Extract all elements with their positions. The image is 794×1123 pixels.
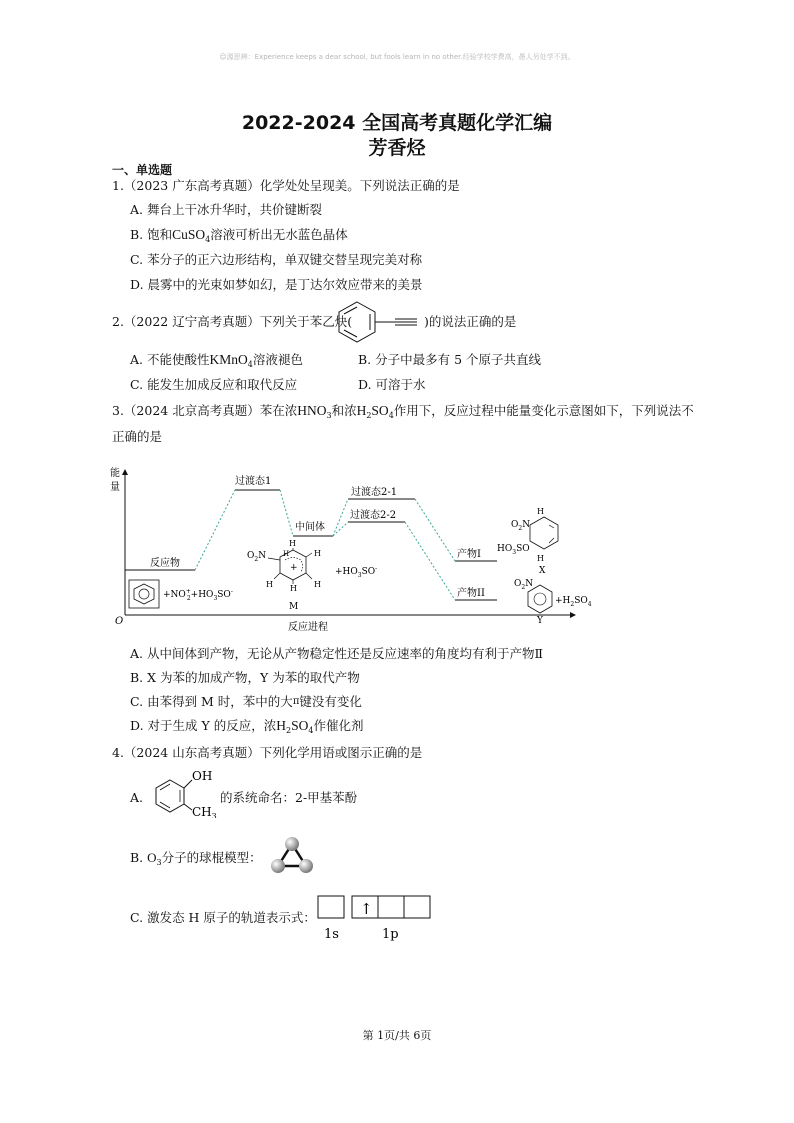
svg-text:CH3: $CH_3$ bbox=[192, 805, 217, 818]
svg-text:+H2SO4: $+H_2SO_4$ bbox=[555, 596, 592, 608]
q4-option-a-label: A. bbox=[130, 790, 144, 805]
q1-option-c: C. 苯分子的正六边形结构，单双键交替呈现完美对称 bbox=[130, 252, 423, 267]
svg-text:OH: OH bbox=[192, 769, 213, 783]
y-axis-label-1: 能 bbox=[110, 468, 120, 479]
svg-text:1s: 1s bbox=[324, 927, 339, 942]
ts22-label: 过渡态2-2 bbox=[350, 510, 397, 521]
q1-option-a: A. 舞台上干冰升华时，共价键断裂 bbox=[130, 202, 322, 217]
q4-option-c-label: C. 激发态 H 原子的轨道表示式： bbox=[130, 910, 316, 925]
q2-option-a: A. 不能使酸性KMnO$_4$溶液褪色 bbox=[130, 352, 303, 369]
q2-option-c: C. 能发生加成反应和取代反应 bbox=[130, 377, 298, 392]
svg-text:M: M bbox=[289, 602, 299, 612]
svg-text:O2N: $O_2N$ bbox=[514, 579, 534, 591]
svg-text:H: H bbox=[314, 549, 321, 558]
page-footer: 第 1页/共 6页 bbox=[362, 1029, 432, 1042]
q1-stem: 1.（2023 广东高考真题）化学处处呈现美。下列说法正确的是 bbox=[112, 178, 460, 193]
q3-option-a: A. 从中间体到产物，无论从产物稳定性还是反应速率的角度均有利于产物Ⅱ bbox=[130, 646, 543, 661]
methylphenol-structure bbox=[150, 768, 218, 818]
q4-stem: 4.（2024 山东高考真题）下列化学用语或图示正确的是 bbox=[112, 745, 423, 760]
svg-text:1p: 1p bbox=[382, 927, 399, 942]
svg-text:+HO3SO-: $+HO_3SO^-$ bbox=[335, 565, 378, 579]
svg-text:↑: ↑ bbox=[360, 900, 373, 918]
svg-text:H: H bbox=[290, 584, 297, 593]
svg-text:H: H bbox=[537, 554, 544, 563]
page-title: 2022-2024 全国高考真题化学汇编 bbox=[241, 112, 553, 134]
p2-label: 产物II bbox=[457, 588, 485, 599]
phenylacetylene-structure bbox=[335, 298, 425, 346]
svg-text:H: H bbox=[266, 580, 273, 589]
svg-text:Y: Y bbox=[537, 616, 543, 626]
svg-text:O2N: $O_2N$ bbox=[511, 520, 531, 532]
benzene-ring bbox=[134, 584, 154, 604]
svg-text:+: + bbox=[290, 563, 298, 573]
q2-stem-start: 2.（2022 辽宁高考真题）下列关于苯乙炔( bbox=[112, 314, 353, 329]
svg-text:H: H bbox=[537, 507, 544, 516]
q2-option-b: B. 分子中最多有 5 个原子共直线 bbox=[358, 352, 542, 367]
y-axis-label-2: 量 bbox=[110, 482, 120, 493]
origin-label: O bbox=[115, 616, 124, 627]
q3-option-d: D. 对于生成 Y 的反应，浓$H_2SO_4$作催化剂 bbox=[130, 718, 364, 735]
p1-label: 产物I bbox=[457, 549, 481, 560]
section-heading: 一、单选题 bbox=[112, 163, 173, 177]
ts1-label: 过渡态1 bbox=[235, 476, 272, 487]
svg-text:H: H bbox=[289, 539, 296, 548]
q2-stem-end: )的说法正确的是 bbox=[424, 314, 517, 329]
o3-ball-stick-model bbox=[268, 834, 316, 878]
q1-option-d: D. 晨雾中的光束如梦如幻，是丁达尔效应带来的美景 bbox=[130, 277, 423, 292]
svg-text:H: H bbox=[283, 550, 290, 558]
q3-stem-line2: 正确的是 bbox=[112, 429, 163, 444]
q3-stem-line1: 3.（2024 北京高考真题）苯在浓$HNO_3$和浓$H_2SO_4$作用下，反应过程中能量变化示意图如下，下列说法不 bbox=[112, 403, 694, 420]
watermark: ☺源思辨：Experience keeps a dear school, but fools learn in no other.经验学校学费高，愚人另处学不到。 bbox=[219, 53, 575, 61]
svg-text:HO3SO: $HO_3SO$ bbox=[497, 544, 530, 556]
q2-option-d: D. 可溶于水 bbox=[358, 377, 426, 392]
q4-option-b: B. $O_3$分子的球棍模型： bbox=[130, 850, 262, 867]
q4-option-a-text: 的系统命名：2-甲基苯酚 bbox=[220, 790, 358, 805]
q3-option-c: C. 由苯得到 M 时，苯中的大π键没有变化 bbox=[130, 694, 362, 709]
reactant-label: 反应物 bbox=[150, 558, 180, 569]
ts21-label: 过渡态2-1 bbox=[351, 487, 398, 498]
svg-text:O2N: $O_2N$ bbox=[247, 551, 267, 563]
x-axis-label: 反应进程 bbox=[288, 622, 328, 633]
q1-option-b: B. 饱和CuSO$_4$溶液可析出无水蓝色晶体 bbox=[130, 227, 348, 244]
orbital-diagram bbox=[316, 894, 434, 944]
reactant-eq: +NO+ $2+HO_3SO^-$ bbox=[163, 588, 233, 602]
svg-text:X: X bbox=[539, 566, 546, 575]
energy-path bbox=[195, 490, 455, 600]
q3-option-b: B. X 为苯的加成产物，Y 为苯的取代产物 bbox=[130, 670, 360, 685]
page-subtitle: 芳香烃 bbox=[368, 137, 426, 159]
product-x-structure bbox=[494, 505, 584, 575]
product-y-structure bbox=[512, 575, 602, 627]
svg-text:H: H bbox=[314, 580, 321, 589]
intermediate-structure-m bbox=[247, 539, 377, 612]
intermediate-label: 中间体 bbox=[295, 522, 325, 533]
